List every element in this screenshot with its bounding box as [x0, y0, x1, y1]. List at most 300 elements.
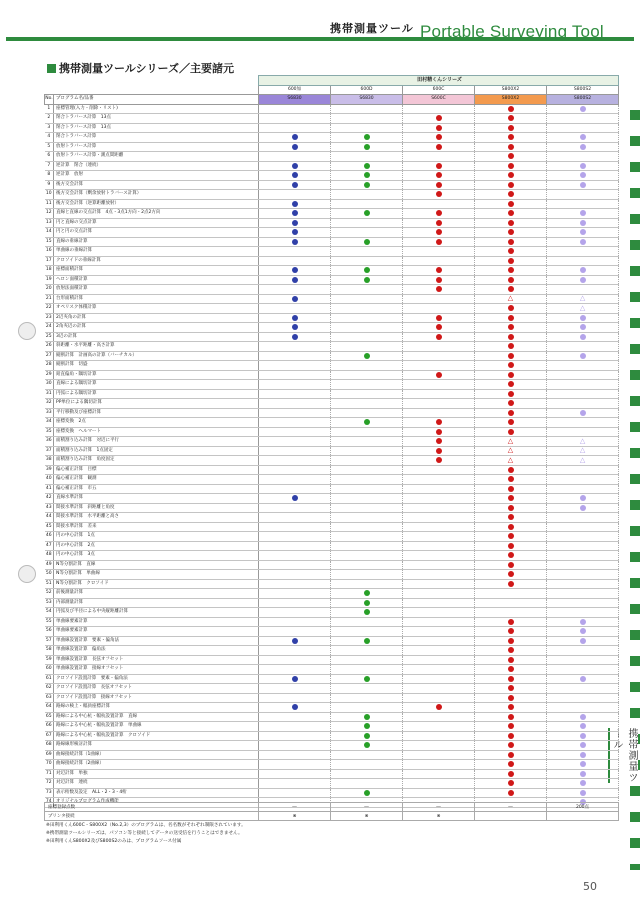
support-cell [475, 684, 547, 694]
row-number: 53 [45, 598, 54, 608]
support-cell [331, 342, 403, 352]
support-cell [547, 646, 619, 656]
table-row [45, 760, 619, 770]
footer-label: 座標登録点数 [45, 803, 259, 812]
support-cell [547, 380, 619, 390]
support-dot-icon [292, 315, 298, 321]
support-cell [475, 342, 547, 352]
row-number: 9 [45, 180, 54, 190]
support-cell [331, 731, 403, 741]
support-cell [403, 598, 475, 608]
support-cell [331, 380, 403, 390]
support-cell [547, 513, 619, 523]
support-dot-icon [508, 562, 514, 568]
support-dot-icon [436, 163, 442, 169]
support-cell [259, 617, 331, 627]
row-program-name: 間接水準計算 差来 [54, 522, 259, 532]
support-cell [403, 389, 475, 399]
support-cell [259, 589, 331, 599]
support-cell [259, 418, 331, 428]
model-code: 600C [403, 85, 475, 95]
model-sub: S6830 [259, 95, 331, 105]
row-program-name: 単曲線の垂線計算 [54, 247, 259, 257]
support-dot-icon [364, 239, 370, 245]
support-dot-icon [508, 647, 514, 653]
table-row [45, 703, 619, 713]
support-dot-icon [508, 220, 514, 226]
support-dot-icon [292, 277, 298, 283]
support-cell [403, 332, 475, 342]
support-dot-icon [364, 714, 370, 720]
support-cell [331, 190, 403, 200]
support-cell [403, 361, 475, 371]
support-cell [403, 446, 475, 456]
support-cell [547, 285, 619, 295]
row-number: 46 [45, 532, 54, 542]
row-program-name: 台形面積計算 [54, 294, 259, 304]
binder-hole [18, 322, 36, 340]
support-dot-icon [364, 676, 370, 682]
binder-hole [18, 565, 36, 583]
footer-label: プリンタ接続 [45, 812, 259, 821]
support-cell [331, 237, 403, 247]
support-cell [403, 646, 475, 656]
row-program-name: 縦断計算 計画高の計算（バーチカル） [54, 351, 259, 361]
support-cell [403, 494, 475, 504]
support-cell [403, 114, 475, 124]
row-number: 67 [45, 731, 54, 741]
support-dot-icon [292, 239, 298, 245]
support-dot-icon [436, 210, 442, 216]
support-cell [331, 142, 403, 152]
model-sub: S600C [403, 95, 475, 105]
support-dot-icon [436, 277, 442, 283]
support-dot-icon [508, 723, 514, 729]
support-cell [331, 218, 403, 228]
row-number: 55 [45, 617, 54, 627]
support-cell [259, 370, 331, 380]
support-cell [547, 313, 619, 323]
support-cell [403, 247, 475, 257]
table-row [45, 380, 619, 390]
support-cell [331, 655, 403, 665]
row-number: 19 [45, 275, 54, 285]
table-row [45, 465, 619, 475]
support-cell [475, 712, 547, 722]
support-dot-icon [364, 419, 370, 425]
support-cell [547, 484, 619, 494]
support-dot-icon [508, 533, 514, 539]
support-dot-icon [436, 172, 442, 178]
table-row [45, 256, 619, 266]
row-program-name: 円と円の交点計算 [54, 228, 259, 238]
support-cell [475, 332, 547, 342]
triangle-mark-icon: △ [507, 446, 514, 455]
support-dot-icon [436, 429, 442, 435]
support-dot-icon [508, 524, 514, 530]
support-cell [331, 494, 403, 504]
row-number: 68 [45, 741, 54, 751]
row-program-name: N等分割計算 クロソイド [54, 579, 259, 589]
support-dot-icon [292, 495, 298, 501]
support-cell [475, 266, 547, 276]
support-cell [547, 161, 619, 171]
support-dot-icon [364, 600, 370, 606]
support-cell [547, 209, 619, 219]
support-cell [331, 361, 403, 371]
support-cell [259, 361, 331, 371]
support-cell [259, 598, 331, 608]
row-number: 61 [45, 674, 54, 684]
support-cell [331, 779, 403, 789]
support-cell [259, 237, 331, 247]
support-cell [475, 617, 547, 627]
support-cell [403, 570, 475, 580]
spec-table [44, 75, 619, 808]
row-number: 50 [45, 570, 54, 580]
support-cell [475, 456, 547, 466]
row-program-name: 路線線形検討計算 [54, 741, 259, 751]
support-dot-icon [292, 676, 298, 682]
support-cell [331, 465, 403, 475]
support-cell [547, 237, 619, 247]
support-cell [547, 446, 619, 456]
support-cell [331, 247, 403, 257]
support-cell [547, 114, 619, 124]
support-cell [331, 209, 403, 219]
support-dot-icon [364, 267, 370, 273]
support-dot-icon [508, 191, 514, 197]
support-dot-icon [580, 134, 586, 140]
footer-value [547, 812, 619, 821]
support-dot-icon [436, 372, 442, 378]
row-number: 39 [45, 465, 54, 475]
support-dot-icon [580, 638, 586, 644]
support-dot-icon [508, 153, 514, 159]
support-dot-icon [508, 277, 514, 283]
support-dot-icon [580, 324, 586, 330]
support-cell [259, 494, 331, 504]
support-dot-icon [364, 134, 370, 140]
row-number: 18 [45, 266, 54, 276]
row-program-name: 曲線接続計算（2曲線） [54, 760, 259, 770]
support-cell [547, 275, 619, 285]
support-cell [259, 256, 331, 266]
row-program-name: オペリスク体積計算 [54, 304, 259, 314]
support-cell [547, 741, 619, 751]
support-cell [403, 579, 475, 589]
support-dot-icon [580, 676, 586, 682]
triangle-mark-icon: △ [579, 446, 586, 455]
support-cell [475, 665, 547, 675]
row-number: 51 [45, 579, 54, 589]
table-row [45, 456, 619, 466]
footer-value: ⊗ [331, 812, 403, 821]
support-dot-icon [508, 172, 514, 178]
support-cell [475, 323, 547, 333]
row-program-name: 円の中心計算 3点 [54, 551, 259, 561]
support-cell [259, 522, 331, 532]
support-cell [475, 636, 547, 646]
table-row [45, 750, 619, 760]
support-dot-icon [508, 315, 514, 321]
support-dot-icon [436, 267, 442, 273]
support-cell [403, 636, 475, 646]
row-number: 31 [45, 389, 54, 399]
support-cell [331, 636, 403, 646]
support-dot-icon [436, 229, 442, 235]
row-program-name: 単曲線設置計算 長弦オフセット [54, 655, 259, 665]
support-cell [331, 332, 403, 342]
support-cell [259, 456, 331, 466]
footer-value: ― [331, 803, 403, 812]
row-number: 58 [45, 646, 54, 656]
table-row [45, 313, 619, 323]
support-dot-icon [508, 543, 514, 549]
support-cell [475, 655, 547, 665]
support-cell [403, 237, 475, 247]
support-cell [331, 408, 403, 418]
support-cell [547, 551, 619, 561]
row-number: 65 [45, 712, 54, 722]
support-dot-icon [292, 229, 298, 235]
row-program-name: 前後測量計算 [54, 589, 259, 599]
support-dot-icon [364, 210, 370, 216]
support-cell [475, 779, 547, 789]
support-cell [331, 693, 403, 703]
support-cell [403, 418, 475, 428]
support-cell [547, 674, 619, 684]
row-program-name: 閉合トラバース計算 13点 [54, 123, 259, 133]
support-dot-icon [436, 125, 442, 131]
support-cell [331, 513, 403, 523]
support-cell [547, 532, 619, 542]
support-dot-icon [508, 305, 514, 311]
support-cell [331, 313, 403, 323]
table-row [45, 161, 619, 171]
model-code: S800S2 [547, 85, 619, 95]
note-line: ※田利用くん600C・S800X2（No.2,3）のプログラムは、名名数がそれぞれ制限されています。 [46, 823, 246, 828]
support-cell [259, 389, 331, 399]
support-cell [331, 541, 403, 551]
support-cell [403, 779, 475, 789]
row-program-name: 曲線接続計算（1曲線） [54, 750, 259, 760]
row-number: 2 [45, 114, 54, 124]
table-row [45, 104, 619, 114]
table-row [45, 636, 619, 646]
table-row [45, 275, 619, 285]
row-program-name: 路線による中心杭・幅杭設置計算 単曲線 [54, 722, 259, 732]
support-cell [403, 437, 475, 447]
row-number: 36 [45, 437, 54, 447]
footer-value: ⊗ [403, 812, 475, 821]
support-cell [331, 171, 403, 181]
support-cell [547, 323, 619, 333]
support-cell [331, 551, 403, 561]
row-program-name: 3辺の計算 [54, 332, 259, 342]
col-no: No. [45, 95, 54, 105]
footer-value: ― [403, 803, 475, 812]
support-cell [403, 475, 475, 485]
support-dot-icon [508, 324, 514, 330]
row-program-name: 表示桁数及設定 ALL・2・3・4桁 [54, 788, 259, 798]
support-cell [259, 779, 331, 789]
table-row [45, 475, 619, 485]
support-cell [475, 674, 547, 684]
row-number: 41 [45, 484, 54, 494]
support-dot-icon [508, 771, 514, 777]
support-cell [331, 152, 403, 162]
row-number: 72 [45, 779, 54, 789]
support-dot-icon [508, 714, 514, 720]
row-program-name: 放射トラバース計算・測点間距離 [54, 152, 259, 162]
footer-value: ― [475, 803, 547, 812]
support-cell [475, 475, 547, 485]
support-cell [403, 351, 475, 361]
support-cell [403, 560, 475, 570]
row-number: 13 [45, 218, 54, 228]
support-cell [259, 247, 331, 257]
support-dot-icon [580, 495, 586, 501]
support-dot-icon [364, 182, 370, 188]
support-cell [259, 674, 331, 684]
support-cell [331, 104, 403, 114]
support-dot-icon [508, 619, 514, 625]
row-program-name: 後方交会計算 [54, 180, 259, 190]
row-number: 74 [45, 798, 54, 808]
model-code: 600加 [259, 85, 331, 95]
support-cell [331, 114, 403, 124]
table-row [45, 532, 619, 542]
support-cell [259, 190, 331, 200]
support-cell [259, 741, 331, 751]
support-cell [259, 788, 331, 798]
row-program-name: 円と直線の交点計算 [54, 218, 259, 228]
row-program-name: 単曲線設置計算 要素・偏角法 [54, 636, 259, 646]
support-cell [259, 342, 331, 352]
support-cell [331, 684, 403, 694]
table-row [45, 418, 619, 428]
row-program-name: 座標変換 ヘルマート [54, 427, 259, 437]
support-cell [259, 750, 331, 760]
row-program-name: 直線の垂線計算 [54, 237, 259, 247]
support-cell [475, 788, 547, 798]
support-cell [331, 475, 403, 485]
support-dot-icon [580, 182, 586, 188]
support-cell [475, 598, 547, 608]
support-dot-icon [364, 723, 370, 729]
support-cell [403, 104, 475, 114]
row-program-name: クロソイド設置計算 要素・偏角法 [54, 674, 259, 684]
support-cell [259, 636, 331, 646]
support-cell [331, 285, 403, 295]
table-row [45, 427, 619, 437]
row-number: 49 [45, 560, 54, 570]
support-cell [475, 494, 547, 504]
support-dot-icon [364, 163, 370, 169]
support-cell [403, 532, 475, 542]
support-cell [403, 275, 475, 285]
support-cell [259, 665, 331, 675]
support-cell [475, 760, 547, 770]
row-number: 66 [45, 722, 54, 732]
support-cell [547, 266, 619, 276]
support-dot-icon [292, 704, 298, 710]
support-dot-icon [508, 362, 514, 368]
support-cell [331, 427, 403, 437]
support-cell [331, 228, 403, 238]
support-dot-icon [580, 334, 586, 340]
support-cell [403, 741, 475, 751]
table-row [45, 190, 619, 200]
note-line: ※携帯測量ツールシリーズは、パソコン等と接続してデータの送受信を行うことはできません。 [46, 831, 243, 836]
support-dot-icon [436, 457, 442, 463]
support-dot-icon [292, 324, 298, 330]
support-cell [403, 684, 475, 694]
support-cell [259, 114, 331, 124]
support-cell [331, 294, 403, 304]
support-cell [331, 769, 403, 779]
support-cell [475, 750, 547, 760]
table-row [45, 180, 619, 190]
support-cell [475, 304, 547, 314]
table-row [45, 133, 619, 143]
support-dot-icon [508, 429, 514, 435]
support-dot-icon [580, 771, 586, 777]
row-number: 10 [45, 190, 54, 200]
support-dot-icon [508, 381, 514, 387]
row-program-name: クロソイドの垂線計算 [54, 256, 259, 266]
support-cell [547, 199, 619, 209]
row-number: 25 [45, 332, 54, 342]
support-cell [331, 579, 403, 589]
support-dot-icon [508, 391, 514, 397]
row-number: 12 [45, 209, 54, 219]
table-row [45, 579, 619, 589]
support-cell [547, 617, 619, 627]
row-program-name: 縦断計算 切盛 [54, 361, 259, 371]
support-cell [475, 408, 547, 418]
support-cell [475, 190, 547, 200]
support-cell [547, 703, 619, 713]
model-code: S800X2 [475, 85, 547, 95]
support-dot-icon [292, 172, 298, 178]
support-dot-icon [580, 220, 586, 226]
support-cell [475, 237, 547, 247]
bullet-square-icon [47, 64, 56, 73]
row-number: 62 [45, 684, 54, 694]
support-cell [547, 342, 619, 352]
row-number: 14 [45, 228, 54, 238]
support-cell [331, 589, 403, 599]
support-dot-icon [508, 267, 514, 273]
row-program-name: 路線の検上・幅員座標計算 [54, 703, 259, 713]
support-cell [331, 617, 403, 627]
support-dot-icon [508, 106, 514, 112]
support-cell [259, 294, 331, 304]
support-cell [547, 760, 619, 770]
support-cell [475, 161, 547, 171]
support-cell [475, 627, 547, 637]
support-cell [403, 541, 475, 551]
support-dot-icon [436, 144, 442, 150]
table-row [45, 646, 619, 656]
support-dot-icon [508, 182, 514, 188]
support-dot-icon [292, 267, 298, 273]
support-dot-icon [580, 752, 586, 758]
support-cell [331, 399, 403, 409]
support-cell [475, 427, 547, 437]
